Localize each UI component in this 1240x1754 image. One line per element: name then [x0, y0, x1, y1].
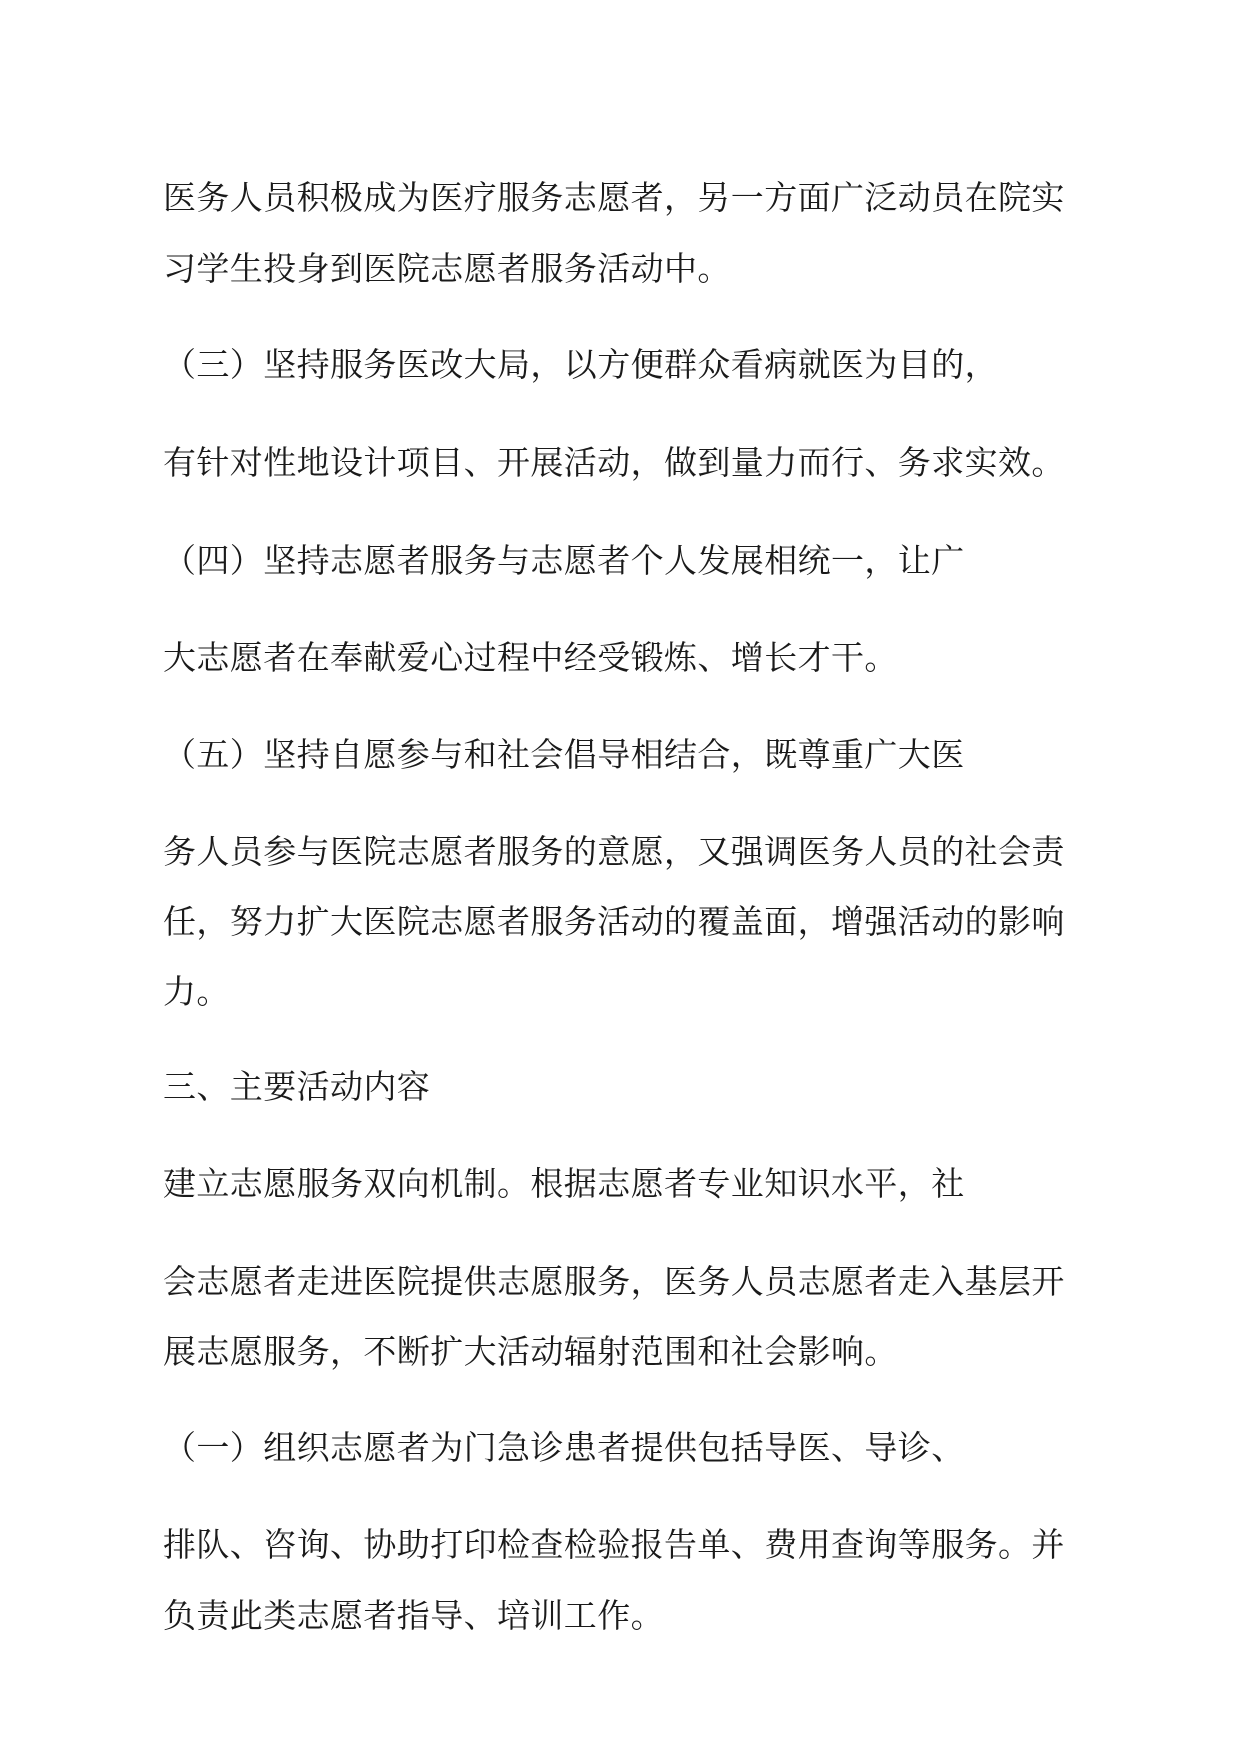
text-line: 有针对性地设计项目、开展活动，做到量力而行、务求实效。: [163, 443, 1065, 482]
text-line: （五）坚持自愿参与和社会倡导相结合，既尊重广大医: [163, 735, 965, 774]
text-line: 展志愿服务，不断扩大活动辐射范围和社会影响。: [163, 1332, 898, 1371]
text-line: 负责此类志愿者指导、培训工作。: [163, 1596, 664, 1635]
text-line: 医务人员积极成为医疗服务志愿者，另一方面广泛动员在院实: [163, 178, 1065, 217]
text-line: 力。: [163, 972, 230, 1011]
text-line: （四）坚持志愿者服务与志愿者个人发展相统一，让广: [163, 541, 965, 580]
text-line: 大志愿者在奉献爱心过程中经受锻炼、增长才干。: [163, 638, 898, 677]
text-line: （一）组织志愿者为门急诊患者提供包括导医、导诊、: [163, 1428, 965, 1467]
text-line: 务人员参与医院志愿者服务的意愿，又强调医务人员的社会责: [163, 832, 1065, 871]
text-line: 习学生投身到医院志愿者服务活动中。: [163, 249, 731, 288]
text-line: 任，努力扩大医院志愿者服务活动的覆盖面，增强活动的影响: [163, 902, 1065, 941]
text-line: 会志愿者走进医院提供志愿服务，医务人员志愿者走入基层开: [163, 1262, 1065, 1301]
text-line: 排队、咨询、协助打印检查检验报告单、费用查询等服务。并: [163, 1525, 1065, 1564]
text-line: （三）坚持服务医改大局，以方便群众看病就医为目的，: [163, 345, 998, 384]
text-line: 建立志愿服务双向机制。根据志愿者专业知识水平，社: [163, 1164, 965, 1203]
section-heading: 三、主要活动内容: [163, 1067, 431, 1106]
